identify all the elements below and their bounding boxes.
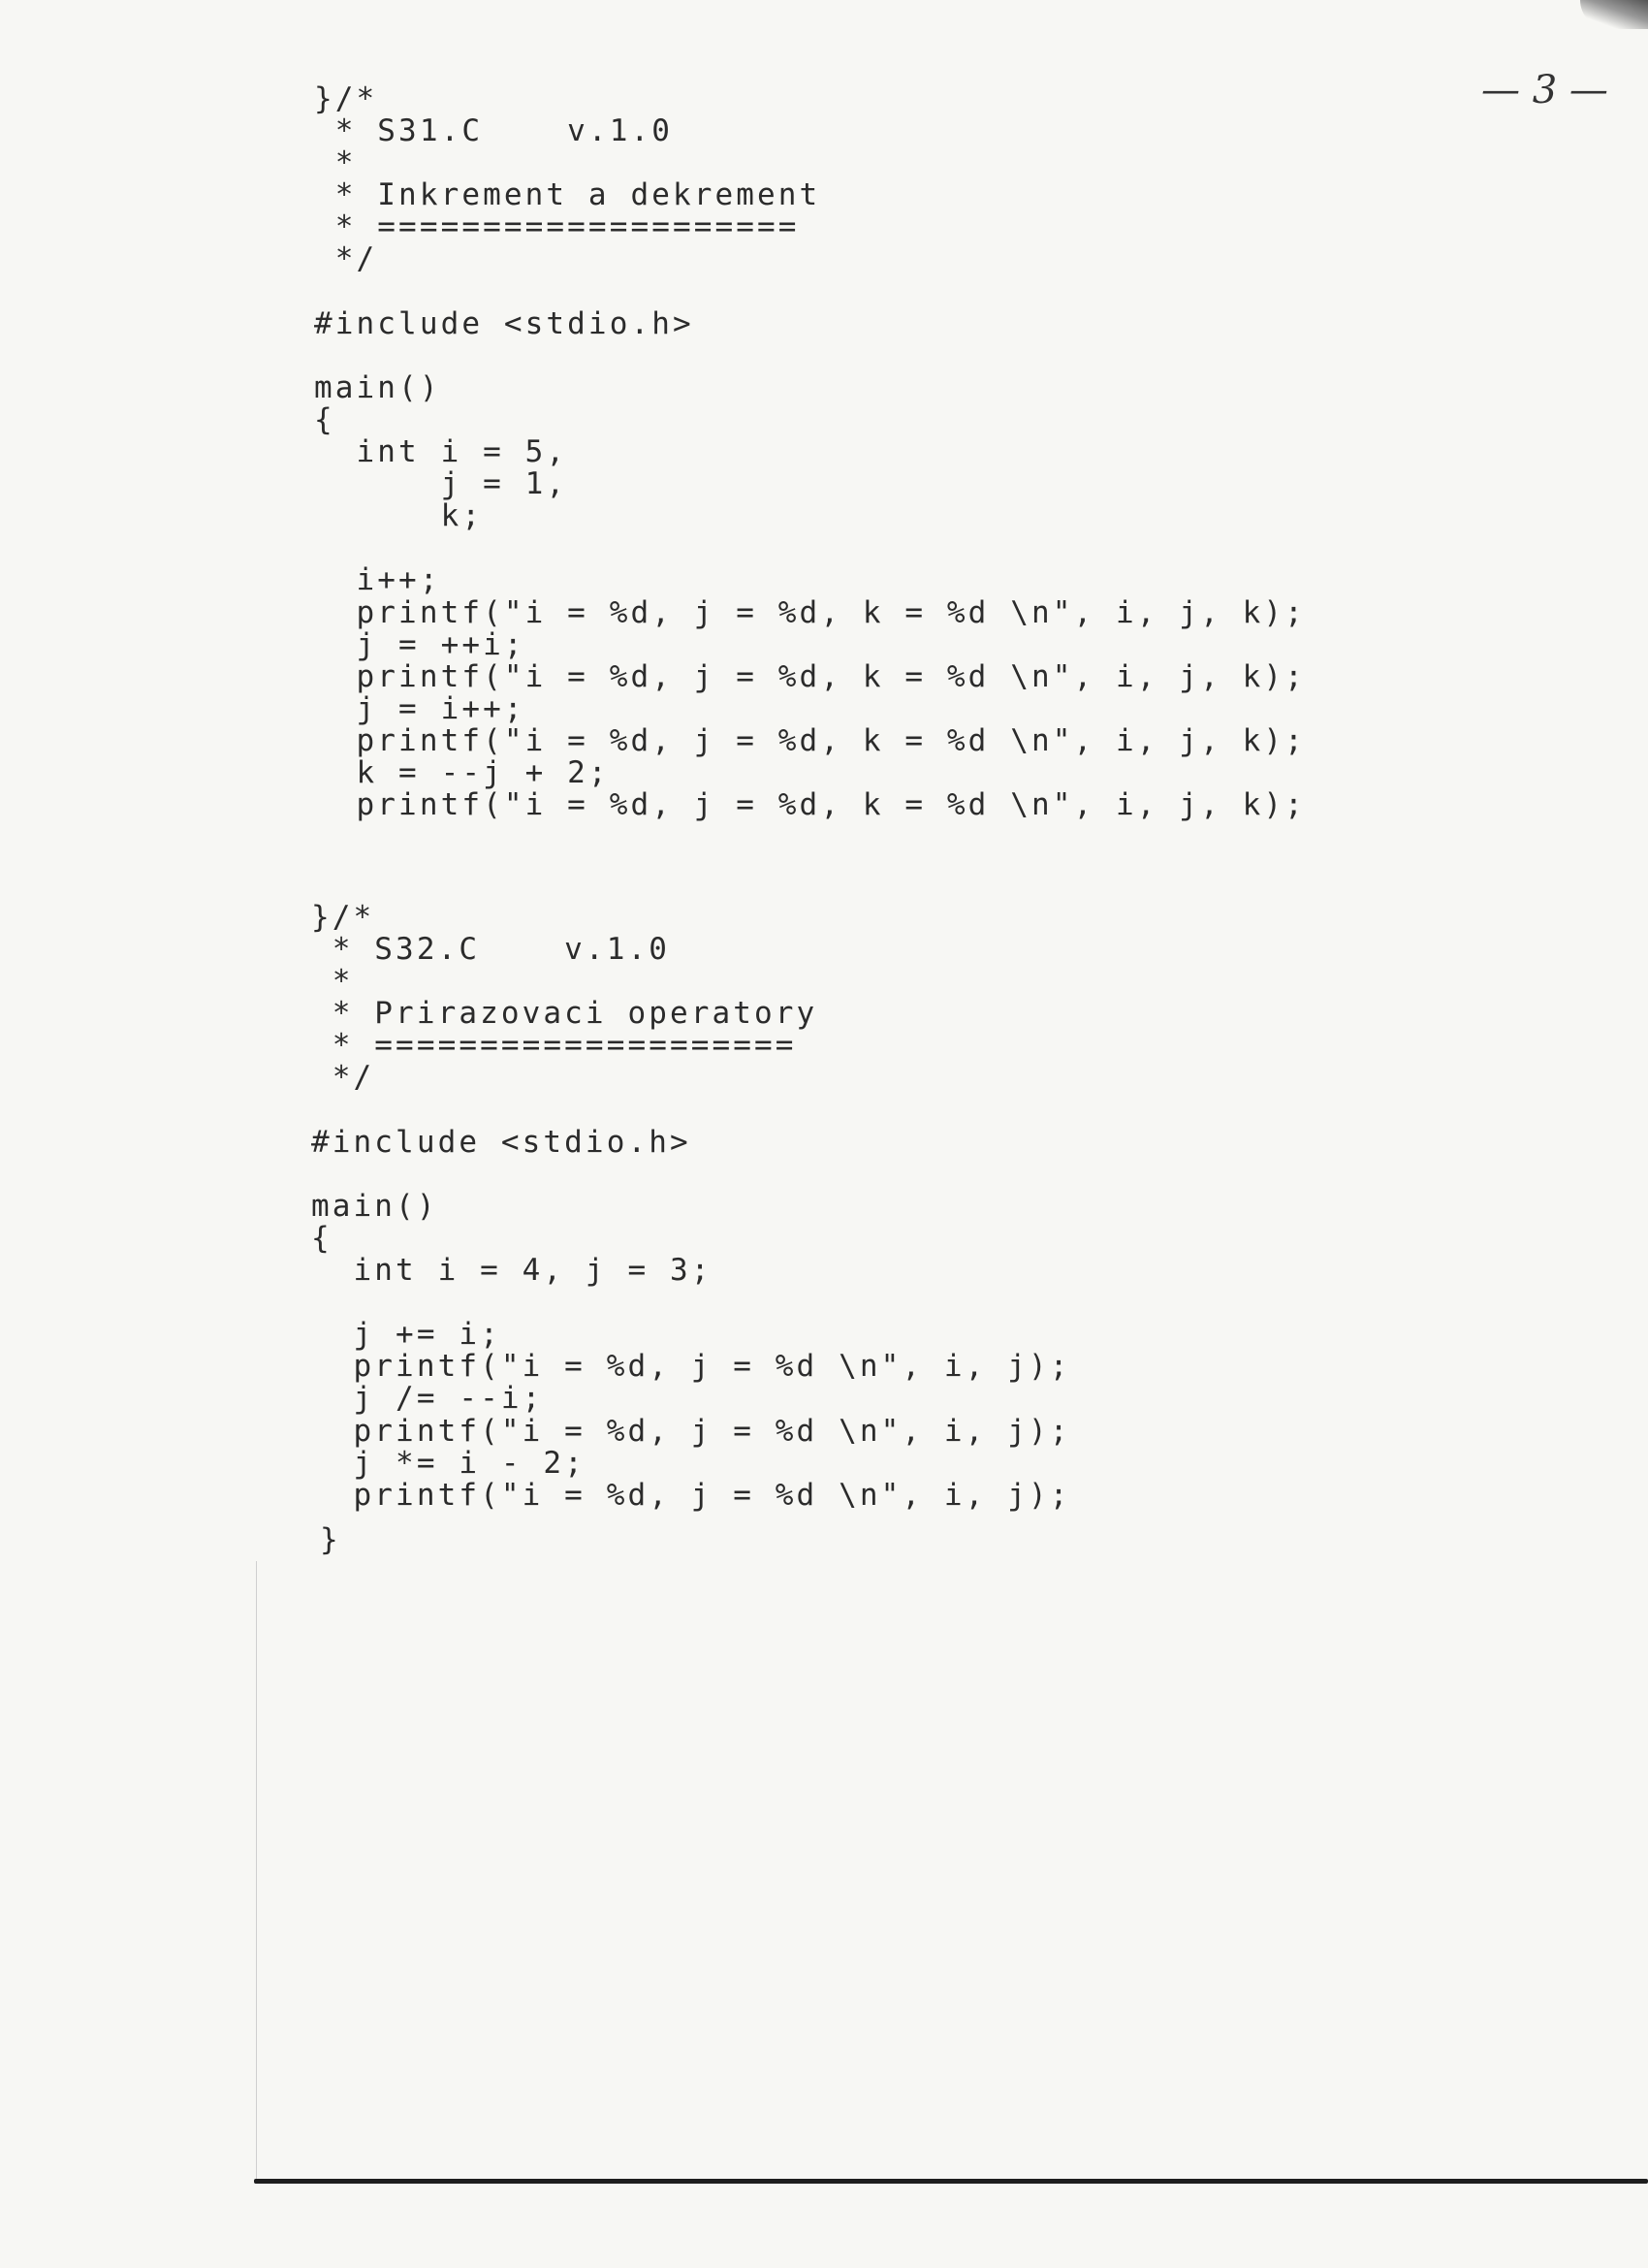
code-line: int i = 4, j = 3;	[311, 1253, 713, 1289]
code-line: j *= i - 2;	[311, 1445, 586, 1481]
code-line: * Inkrement a dekrement	[314, 177, 821, 213]
code-listing-s32	[311, 902, 1071, 1512]
code-line: j = 1,	[314, 466, 568, 502]
code-line: printf("i = %d, j = %d, k = %d \n", i, j, k);	[314, 722, 1306, 758]
code-line: printf("i = %d, j = %d, k = %d \n", i, j, k);	[314, 658, 1306, 694]
code-line: * Prirazovaci operatory	[311, 996, 818, 1032]
code-line: printf("i = %d, j = %d, k = %d \n", i, j, k);	[314, 787, 1306, 823]
code-line: int i = 5,	[314, 434, 568, 470]
code-line: printf("i = %d, j = %d \n", i, j);	[311, 1413, 1071, 1449]
page-corner-shadow	[1580, 0, 1648, 29]
closing-brace: }	[320, 1522, 338, 1557]
code-line: main()	[314, 369, 441, 405]
bottom-rule	[254, 2179, 1648, 2184]
code-line: * ====================	[314, 209, 800, 245]
code-line	[314, 276, 1306, 308]
code-line: main()	[311, 1188, 438, 1224]
code-line: k;	[314, 498, 484, 534]
code-line: j /= --i;	[311, 1381, 544, 1417]
code-line: */	[311, 1060, 375, 1096]
code-line	[314, 340, 1306, 372]
code-line: *	[311, 964, 354, 1000]
page-number: — 3 —	[1481, 68, 1608, 112]
code-line: #include <stdio.h>	[311, 1124, 691, 1160]
code-line	[314, 532, 1306, 564]
code-line: * S32.C v.1.0	[311, 932, 670, 968]
code-line: }/*	[314, 81, 378, 116]
code-line: printf("i = %d, j = %d, k = %d \n", i, j, k);	[314, 594, 1306, 630]
code-line: * S31.C v.1.0	[314, 113, 673, 149]
code-line: i++;	[314, 562, 441, 598]
code-line: j = i++;	[314, 690, 525, 726]
code-line: }/*	[311, 900, 375, 935]
code-line: * ====================	[311, 1028, 797, 1064]
code-listing-s31	[314, 83, 1306, 821]
code-line: {	[314, 401, 335, 437]
code-line: j += i;	[311, 1317, 501, 1353]
code-line: *	[314, 145, 357, 181]
code-line: */	[314, 241, 378, 277]
code-line: k = --j + 2;	[314, 754, 610, 790]
code-line	[311, 1159, 1071, 1191]
margin-rule	[256, 1561, 257, 2182]
code-line: j = ++i;	[314, 626, 525, 662]
code-line: {	[311, 1220, 333, 1256]
code-line	[311, 1287, 1071, 1319]
code-line: printf("i = %d, j = %d \n", i, j);	[311, 1477, 1071, 1513]
code-line: printf("i = %d, j = %d \n", i, j);	[311, 1349, 1071, 1385]
code-line	[311, 1095, 1071, 1127]
code-line: #include <stdio.h>	[314, 305, 694, 341]
